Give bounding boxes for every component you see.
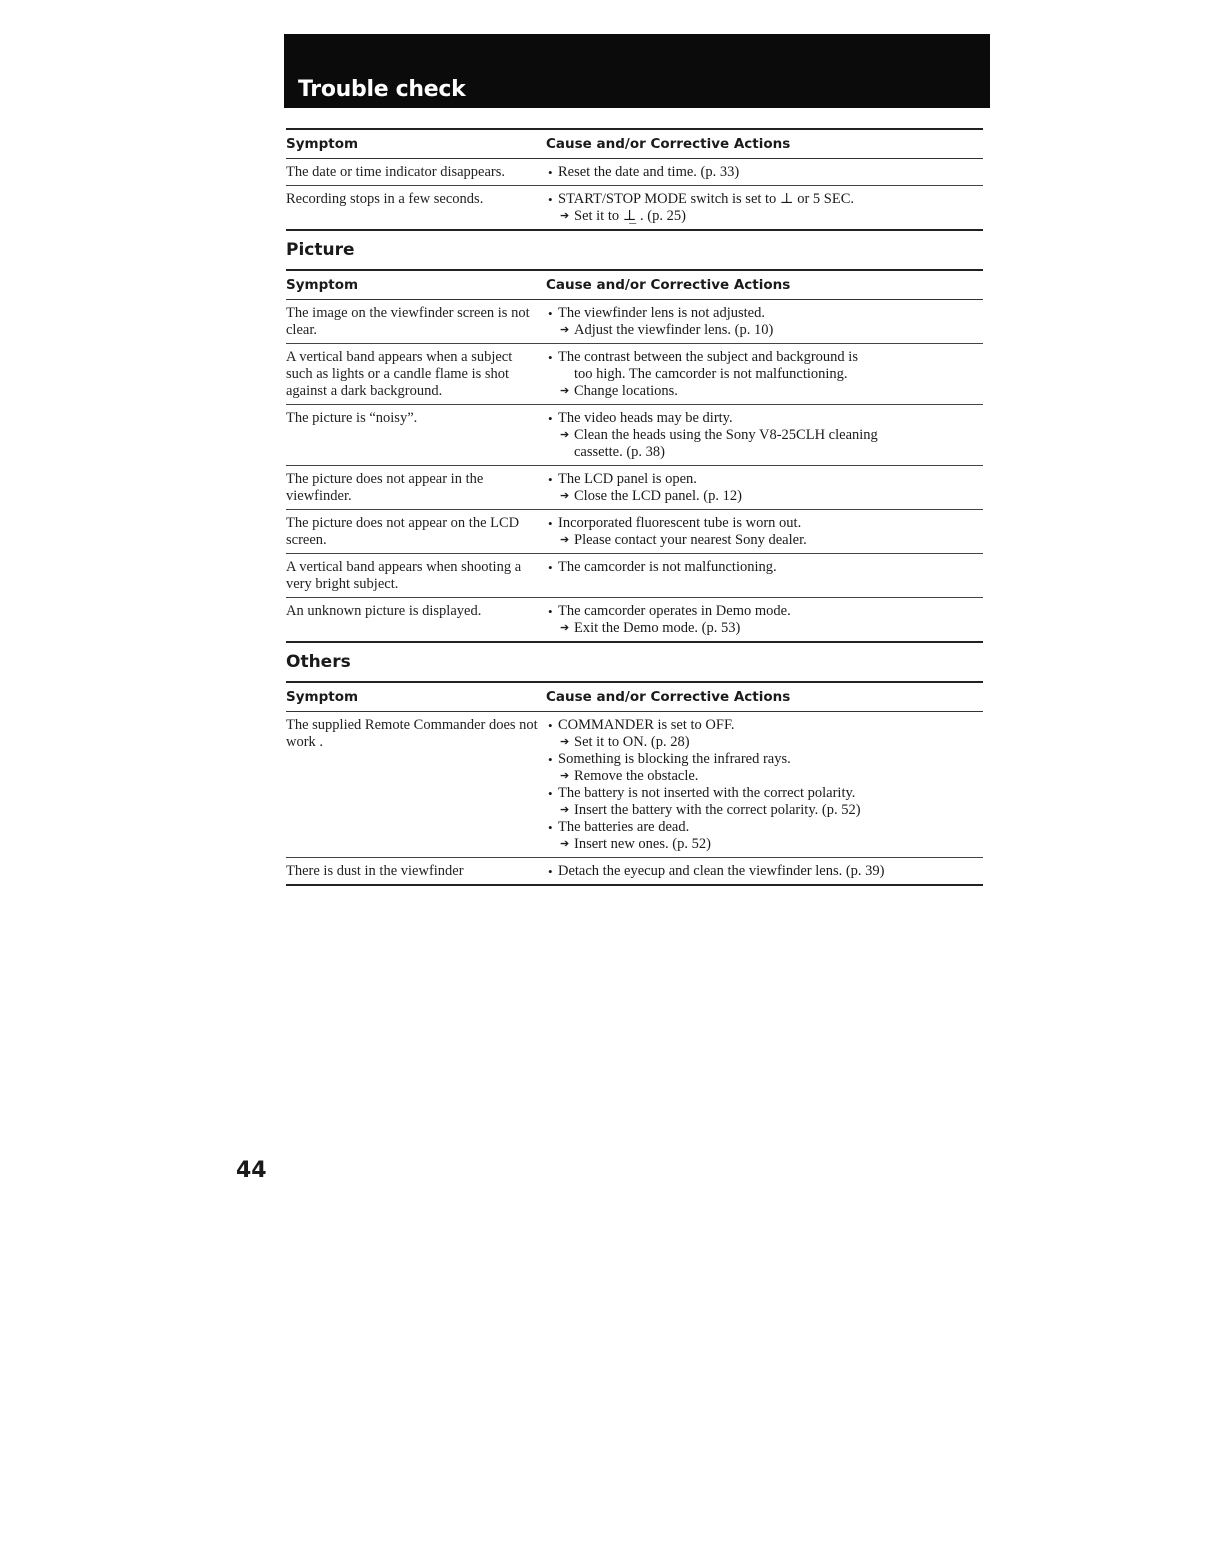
table-row (286, 554, 983, 598)
corrective-action: ➔ Please contact your nearest Sony dealer. (546, 532, 983, 549)
table-header (286, 681, 983, 712)
table-row (286, 159, 983, 186)
table-row (286, 300, 983, 344)
page-title: Trouble check (298, 77, 466, 102)
table-row (286, 466, 983, 510)
symptom-cell: There is dust in the viewfinder (286, 863, 464, 879)
cause-item: • The viewfinder lens is not adjusted. (546, 305, 983, 322)
table-row (286, 598, 983, 643)
cause-cell (546, 559, 983, 593)
corrective-action: ➔ Insert the battery with the correct polarity. (p. 52) (546, 802, 983, 819)
symptom-cell: A vertical band appears when shooting a very bright subject. (286, 559, 522, 592)
table-row (286, 344, 983, 405)
table-row (286, 510, 983, 554)
corrective-action: ➔ Insert new ones. (p. 52) (546, 836, 983, 853)
cause-item: • Reset the date and time. (p. 33) (546, 164, 983, 181)
table-row (286, 405, 983, 466)
cause-item: • Incorporated fluorescent tube is worn out. (546, 515, 983, 532)
cause-cell (546, 305, 983, 339)
cause-item: • The contrast between the subject and background is (546, 349, 983, 366)
page-number: 44 (236, 1158, 267, 1183)
section-table (286, 643, 983, 886)
cause-item: • The camcorder is not malfunctioning. (546, 559, 983, 576)
cause-cell (546, 164, 983, 181)
corrective-action: ➔ Close the LCD panel. (p. 12) (546, 488, 983, 505)
cause-item: • Something is blocking the infrared rays. (546, 751, 983, 768)
symptom-header: Symptom (286, 136, 359, 152)
symptom-cell: The picture is “noisy”. (286, 410, 418, 426)
cause-header: Cause and/or Corrective Actions (546, 689, 791, 705)
corrective-action: ➔ Clean the heads using the Sony V8-25CLH cleaning (546, 427, 983, 444)
cause-item: • The camcorder operates in Demo mode. (546, 603, 983, 620)
section-table (286, 128, 983, 231)
cause-item: • COMMANDER is set to OFF. (546, 717, 983, 734)
cause-header: Cause and/or Corrective Actions (546, 136, 791, 152)
symptom-cell: The date or time indicator disappears. (286, 164, 506, 180)
corrective-action: ➔ Set it to ⊥̲ . (p. 25) (546, 208, 983, 225)
corrective-action: ➔ Change locations. (546, 383, 983, 400)
cause-item: • The battery is not inserted with the correct polarity. (546, 785, 983, 802)
section-title: Others (286, 652, 351, 672)
symptom-cell: Recording stops in a few seconds. (286, 191, 484, 207)
corrective-action: ➔ Remove the obstacle. (546, 768, 983, 785)
symptom-header: Symptom (286, 689, 359, 705)
cause-cell (546, 863, 983, 880)
table-header (286, 128, 983, 159)
cause-continuation: cassette. (p. 38) (574, 444, 665, 460)
symptom-cell: The supplied Remote Commander does not work . (286, 717, 538, 750)
header-bar (284, 34, 990, 108)
cause-item: • START/STOP MODE switch is set to ⊥ or 5 SEC. (546, 191, 983, 208)
section-table (286, 231, 983, 643)
symptom-header: Symptom (286, 277, 359, 293)
cause-item: • The batteries are dead. (546, 819, 983, 836)
cause-cell (546, 410, 983, 461)
symptom-cell: The image on the viewfinder screen is not clear. (286, 305, 530, 338)
cause-cell (546, 515, 983, 549)
symptom-cell: The picture does not appear on the LCD screen. (286, 515, 520, 548)
cause-cell (546, 191, 983, 225)
table-row (286, 858, 983, 886)
cause-cell (546, 717, 983, 853)
table-row (286, 186, 983, 231)
cause-item: • The LCD panel is open. (546, 471, 983, 488)
cause-cell (546, 471, 983, 505)
cause-header: Cause and/or Corrective Actions (546, 277, 791, 293)
corrective-action: ➔ Set it to ON. (p. 28) (546, 734, 983, 751)
symptom-cell: The picture does not appear in the viewfinder. (286, 471, 484, 504)
cause-cell (546, 603, 983, 637)
corrective-action: ➔ Adjust the viewfinder lens. (p. 10) (546, 322, 983, 339)
cause-item: • Detach the eyecup and clean the viewfinder lens. (p. 39) (546, 863, 983, 880)
table-header (286, 269, 983, 300)
table-row (286, 712, 983, 858)
section-title: Picture (286, 240, 355, 260)
cause-item: • The video heads may be dirty. (546, 410, 983, 427)
trouble-tables (286, 128, 983, 886)
symptom-cell: An unknown picture is displayed. (286, 603, 482, 619)
cause-cell (546, 349, 983, 400)
cause-continuation: too high. The camcorder is not malfunctioning. (574, 366, 848, 382)
corrective-action: ➔ Exit the Demo mode. (p. 53) (546, 620, 983, 637)
symptom-cell: A vertical band appears when a subject such as lights or a candle flame is shot against a dark background. (286, 349, 513, 399)
